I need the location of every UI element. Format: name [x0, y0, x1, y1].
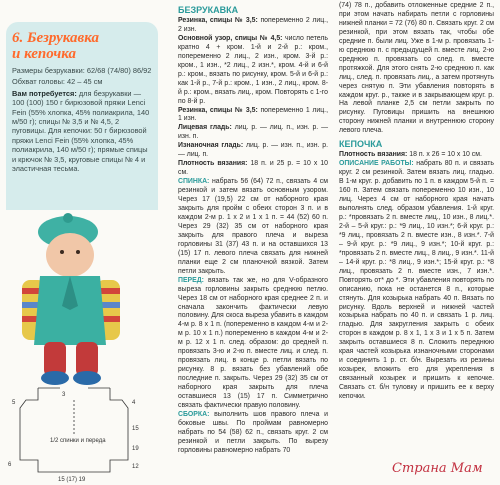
paragraph-label: СБОРКА: — [178, 410, 210, 418]
instruction-paragraph — [178, 160, 328, 178]
instructions-column-1 — [178, 2, 328, 456]
paragraph-text: 18 п. х 26 = 10 х 10 см. — [407, 151, 482, 159]
schem-label-6: 6 — [8, 462, 12, 468]
paragraph-label: Лицевая гладь: — [178, 124, 232, 132]
section-heading: БЕЗРУКАВКА — [178, 5, 239, 15]
paragraph-label: Плотность вязания: — [339, 151, 408, 159]
paragraph-label: Резинка, спицы № 3,5: — [178, 17, 258, 24]
schem-label-19: 19 — [132, 446, 139, 452]
paragraph-text: попеременно 1 лиц., 1 изн. — [178, 106, 328, 123]
paragraph-text: набрать 80 п. и связать круг. 2 см резинкой. Затем вязать лиц. гладью. В 1-м круг. р. добавить по 1 п. в каждом 5-й п. = 160 п. Затем связать попеременно 10 изн., 10 лиц. Через 4 см от наборного края начать выполнять след. образом убавления. 1-й круг. р.: *провязать 2 п. вместе лиц., 10 изн., 8 лиц.*. 2-й – 5-й круг.: р.: *9 лиц., 10 изн.*; 6-й круг. р.: *9 лиц., провязать 2 п. вместе изн., 8 изн.*. 7-й – 9-й круг. р.: *9 лиц., 9 изн.*; 10-й круг. р.: *провязать 2 п. вместе лиц., 8 лиц., 9 изн.*. 11-й – 14-й круг. р.: *8 лиц., 9 изн.*; 15-й круг. р.: *8 лиц., провязать 2 п. вместе изн., 7 изн.*. Повторять от* до *. Эти убавления повторять по описанию, пока не останется 8 п., которые стянуть. Для козырька набрать 40 п. Вязать по рисунку. Вдоль верхней и нижней частей козырька набрать по 40 п. и связать 1 р. лиц. гладью. Для закругления закрыть с обеих сторон в каждом р. 8 х 1, 1 х 3 и 1 х 5 п. Затем закрыть оставшиеся 8 п. Сложить переднюю края частей козырька изнаночными сторонами и соединить 1 р. ст. б/н. Вырезать из резины козырек, вложить его для укрепления в связанный козырек и пришить к кепочке. Связать ст. б/н туловку и пришить ее к верху кепочки. — [339, 160, 495, 401]
project-title: 6. Безрукавка и кепочка — [12, 30, 99, 62]
paragraph-label: Плотность вязания: — [178, 160, 248, 168]
instruction-paragraph — [178, 35, 328, 107]
schem-label-4: 4 — [132, 400, 136, 406]
pattern-schematic — [0, 380, 170, 485]
materials-text: Вам потребуется: для безрукавки — 100 (100) 150 г бирюзовой пряжи Lenci Fein (55% хлопка, 45% полиакрила, 140 м/50 г); спицы № 3,5 и № 4,5, 2 пуговицы. Для кепочки: 50 г бирюзовой пряжи Lenci Fein (55% хлопка, 45% полиакрила, 140 м/50 г); прямые спицы и крючок № 3,5, круговые спицы № 4 и эластичная тесьма. — [12, 88, 150, 174]
paragraph-label: Резинка, спицы № 3,5: — [178, 106, 258, 114]
schem-label-half: 1/2 спинки и переда — [50, 438, 106, 444]
paragraph-text: выполнить шов правого плеча и боковые швы. По проймам равномерно набрать по 54 (58) 62 п., связать круг. 2 см резинкой и петли закрыть. По вырезу горловины равномерно набрать 70 — [178, 410, 328, 454]
paragraph-label: Изнаночная гладь: — [178, 142, 244, 150]
instruction-paragraph — [178, 277, 328, 411]
paragraph-text: 18 п. и 25 р. = 10 х 10 см. — [178, 160, 328, 177]
schem-label-12: 12 — [132, 464, 139, 470]
info-card-text — [12, 66, 152, 175]
instruction-paragraph — [178, 107, 328, 125]
instruction-paragraph — [178, 411, 328, 456]
paragraph-text: число петель кратно 4 + кром. 1-й и 2-й р.: кром., попеременно 2 лиц., 2 изн., кром. 3-й р.: кром., 1 изн., *2 лиц., 2 изн.*, кром. 4-й и 6-й р.: кром., вязать по рисунку, кром. 5-й и 6-й р.: как 1-й р., 7-й р.: кром., 1 изн., 2 лиц., кром. 8-й р.: кром., вязать лиц., кром. Повторять с 1-го по 8-й р. — [178, 34, 329, 105]
instruction-paragraph — [178, 142, 328, 160]
sizes-text: Размеры безрукавки: 62/68 (74/80) 86/92 — [12, 66, 152, 75]
paragraph-text: попеременно 2 лиц., 2 изн. — [178, 17, 328, 33]
instruction-paragraph — [178, 124, 328, 142]
schem-label-5: 5 — [12, 400, 16, 406]
paragraph-label: ПЕРЕД: — [178, 276, 204, 284]
paragraph-text: (74) 78 п., добавить отложенные средние 2 п., при этом начать набирать петли с горловины нижней планки = 72 (76) 80 п. Связать круг. 2 см резинкой, при этом вязать так, чтобы обе средние п. были лиц. Уже в 1-м р. провязать 1-ю среднюю п. с предыдущей п. вместе лиц. 2-ю среднюю п. провязать со след. п. вместе протяжкой. Для этого снять 2-ю среднюю п. как лиц., след. п. провязать лиц., а затем протянуть через снятую п. Эти убавления повторять в каждом круг. р., также и в закрывающем круг. р. На левой планке 2,5 см петли закрыть по рисунку. Пуговицы пришить на внешнюю сторону нижней планки и внутреннюю сторону левого плеча. — [339, 2, 494, 135]
instruction-paragraph — [178, 178, 328, 276]
baby-photo — [0, 210, 170, 390]
paragraph-label: ОПИСАНИЕ РАБОТЫ: — [339, 160, 414, 168]
paragraph-text: лиц. р. — лиц. п., изн. р. — изн. п. — [178, 124, 328, 141]
section-heading: КЕПОЧКА — [339, 139, 383, 150]
paragraph-label: СПИНКА: — [178, 178, 210, 186]
schem-label-3: 3 — [62, 392, 66, 398]
instruction-paragraph — [339, 151, 494, 160]
left-column — [0, 0, 170, 485]
paragraph-text: вязать так же, но для V-образного выреза горловины закрыть среднюю петлю. Через 18 см от наборного края среднее 2 п. и сначала закончить фактически левую половину. Для скоса выреза убавить в каждом 4-м р. 8 х 1 п. (попеременно в каждом 4-м и 2-м р. 10 х 1 п.) попеременно в каждом 4-м и 2-м р. 12 х 1 п. след. образом: до средней п. провязать 3-ю и 2-ю п. вместе лиц. и след. п. провязать лиц. в конце р. петли вязать по рисунку. 8 р. вязать без убавлений обе последние п. закрыть. Через 29 (32) 35 см от наборного края закрыть для плеча оставшиеся 13 (15) 17 п. Симметрично связать фактически правую половину. — [178, 276, 328, 409]
instruction-paragraph — [178, 17, 328, 35]
paragraph-text: набрать 56 (64) 72 п., связать 4 см резинкой и затем вязать основным узором. Через 17 (19,5) 22 см от наборного края закрыть для пройм с обеих сторон 3 п. и в каждом 2-м р. 1 х 2 и 1 х 1 п. = 44 (52) 60 п. Через 29 (32) 35 см от наборного края закрыть для правого плеча и выреза горловины 31 (37) 43 п. и на оставшихся 13 (15) 17 п. левого плеча связать для нижней планки еще 2 см планочной вязкой. Затем петли закрыть. — [178, 178, 328, 275]
instructions-column-2 — [339, 2, 494, 402]
head-size-text: Обхват головы: 42 – 45 см — [12, 77, 103, 87]
instruction-paragraph — [339, 160, 494, 402]
paragraph-label: Основной узор, спицы № 4,5: — [178, 34, 283, 42]
instruction-paragraph — [339, 2, 494, 136]
schem-label-bottom: 15 (17) 19 — [58, 477, 86, 483]
watermark-logo: Страна Мам — [392, 461, 483, 476]
schem-label-15: 15 — [132, 426, 139, 432]
paragraph-text: лиц. р. — изн. п., изн. р. — лиц. п. — [178, 142, 328, 159]
